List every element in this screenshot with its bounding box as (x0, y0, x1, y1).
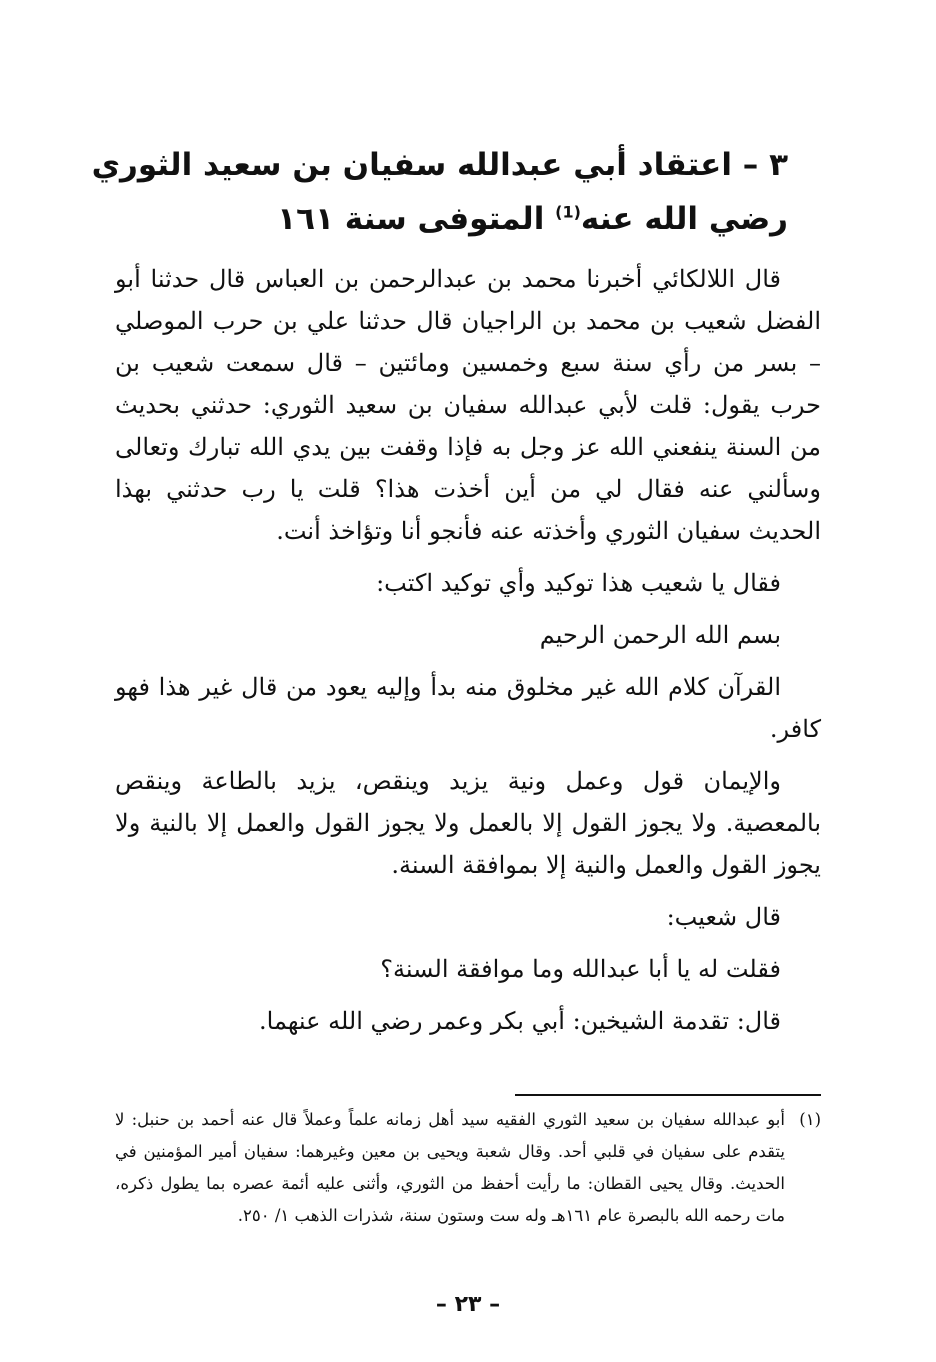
paragraph-answer: قال: تقدمة الشيخين: أبي بكر وعمر رضي الله عنهما. (259, 1007, 781, 1035)
main-text (115, 258, 821, 1042)
paragraph-iman: والإيمان قول وعمل ونية يزيد وينقص، يزيد بالطاعة وينقص بالمعصية. ولا يجوز القول إلا بالعمل ولا يجوز القول والعمل إلا بالنية ولا يجوز القول والعمل والنية إلا بموافقة السنة. (115, 767, 821, 879)
footnote-item (115, 1104, 821, 1232)
heading-line-1: ٣ – اعتقاد أبي عبدالله سفيان بن سعيد الثوري (91, 147, 788, 183)
paragraph-instruction: فقال يا شعيب هذا توكيد وأي توكيد اكتب: (376, 569, 781, 597)
paragraph-quran: القرآن كلام الله غير مخلوق منه بدأ وإليه يعود من قال غير هذا فهو كافر. (115, 673, 821, 743)
page-number: – ٢٣ – (435, 1292, 501, 1317)
heading-line-2-start: رضي الله عنه (580, 201, 788, 237)
footnotes (115, 1104, 821, 1232)
footnote-marker: (١) (799, 1110, 821, 1129)
heading-line-2-end: المتوفى سنة ١٦١ (277, 201, 556, 237)
footnote-text: أبو عبدالله سفيان بن سعيد الثوري الفقيه سيد أهل زمانه علماً وعملاً قال عنه أحمد بن حنبل: لا يتقدم على سفيان في قلبي أحد. وقال شعبة ويحيى بن معين وغيرهما: سفيان أمير المؤمنين في الحديث. وقال يحيى القطان: ما رأيت أحفظ من الثوري، وأثنى عليه أئمة عصره بما يطول ذكره، مات رحمه الله بالبصرة عام ١٦١هـ وله ست وستون سنة، شذرات الذهب ١/ ٢٥٠. (115, 1110, 785, 1225)
paragraph-question: فقلت له يا أبا عبدالله وما موافقة السنة؟ (380, 955, 781, 983)
paragraph-basmala: بسم الله الرحمن الرحيم (539, 621, 781, 649)
paragraph-isnad: قال اللالكائي أخبرنا محمد بن عبدالرحمن بن العباس قال حدثنا أبو الفضل شعيب بن محمد بن الراجيان قال حدثنا علي بن حرب الموصلي – بسر من رأي سنة سبع وخمسين ومائتين – قال سمعت شعيب بن حرب يقول: قلت لأبي عبدالله سفيان بن سعيد الثوري: حدثني بحديث من السنة ينفعني الله عز وجل به فإذا وقفت بين يدي الله تبارك وتعالى وسألني عنه فقال لي من أين أخذت هذا؟ قلت يا رب حدثني بهذا الحديث سفيان الثوري وأخذته عنه فأنجو أنا وتؤاخذ أنت. (115, 265, 821, 545)
chapter-heading (91, 138, 788, 246)
footnote-reference[interactable]: (1) (555, 202, 581, 222)
paragraph-shuayb: قال شعيب: (666, 903, 781, 931)
heading-line-2 (128, 192, 788, 246)
footnote-separator (515, 1094, 821, 1096)
